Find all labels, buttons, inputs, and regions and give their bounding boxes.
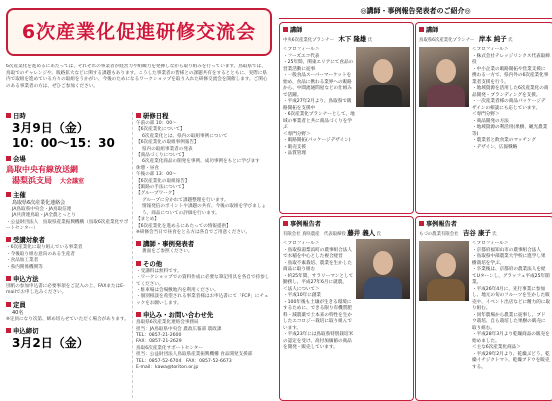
contact-line: TEL：0857-52-6704 FAX：0857-52-6673 [136, 358, 232, 364]
venue-room: 大会議室 [60, 178, 85, 185]
venue-name: 鳥取中央有線放送網 [6, 165, 78, 174]
program-column [136, 112, 270, 398]
venue-heading: 会場 [6, 155, 132, 164]
apply-heading: 申込方法 [6, 275, 132, 284]
square-bullet-icon [6, 237, 11, 242]
intro-text: 6次産業化を進めるにあたっては、それぞれの事業者が経営力や組織力を発揮しながら取り組みを行っています。鳥取県では、鳥取でのチャレンジや、販路拡大などに関する課題もあります。こうした事業者の皆様との課題共有をするとともに、実際に県内で取組を進めている方々の取組をうかがい、今後のためになるワークショップを取り入れた研修交流会を開催します。ご関心のある事業者の方は、ぜひご参加ください。 [6, 64, 268, 89]
program-line: 【6次産業化を進めるにあたっての情報提供】 [136, 223, 231, 229]
card-heading: 事例報告者 [283, 219, 321, 228]
other-line: ・個別相談を希望される事業者様はお申込書にて「FCP」にチェックをお願いします。 [136, 294, 269, 306]
square-bullet-icon [136, 113, 141, 118]
speaker-card [415, 216, 552, 401]
square-bullet-icon [6, 113, 11, 118]
program-line: 6次産業化商品の開発を事例、成功事例をもとに学びます [142, 159, 260, 165]
speaker-name: 藤井 義人 [347, 229, 376, 237]
speaker-role: もづの農業有限会社 吉谷 康子 氏 [419, 229, 497, 237]
square-bullet-icon [6, 276, 11, 281]
other-line: ・駐車場は会場敷地内を利用ください。 [136, 287, 219, 293]
date-heading: 日時 [6, 112, 132, 121]
program-heading: 研修日程 [136, 112, 270, 121]
speaker-photo [419, 47, 469, 107]
program-line: 【6次産業化の取組事例報告】 [136, 140, 199, 146]
host-heading: 主催 [6, 191, 132, 200]
speaker-photo [419, 241, 469, 301]
capacity-note: ※定員になり次第、締め切らせていただく場合があります。 [6, 316, 129, 322]
square-bullet-icon [419, 27, 424, 32]
program-line: 【商品づくりについて】 [136, 153, 187, 159]
other-heading: その他 [136, 260, 270, 269]
contact-line: FAX：0857-21-2629 [136, 339, 182, 345]
square-bullet-icon [283, 221, 288, 226]
event-time: 10：00～15：30 [12, 136, 115, 150]
square-bullet-icon [136, 241, 141, 246]
event-info-column [6, 112, 133, 398]
deadline-date: 3月2日（金） [12, 336, 89, 351]
speaker-role: 鳥取県6次産業化プランナー 岸本 純子 氏 [419, 35, 513, 43]
deadline-heading: 申込締切 [6, 327, 132, 336]
speakers-heading: 講師・事例発表者 [136, 240, 270, 249]
speaker-name: 吉谷 康子 [462, 229, 491, 237]
contact-line: 鳥取県6次産業化連絡会事務局 [136, 320, 199, 326]
support-note: ・公益財団法人 鳥取県産業振興機構（鳥取6次産業化サポートセンター） [6, 219, 129, 232]
speaker-role: 中央6次産業化プランナー 木下 隆雄 氏 [283, 35, 373, 43]
target-item: ・県内関係機関等 [6, 264, 43, 270]
square-bullet-icon [6, 192, 11, 197]
program-line: 【6次産業化の取組報告】 [136, 178, 190, 184]
speaker-role: 有限会社 真咲農産 代表取締役 藤井 義人 氏 [283, 229, 381, 237]
speaker-photo [356, 47, 410, 107]
square-bullet-icon [6, 328, 11, 333]
capacity-value: 40名 [12, 309, 24, 316]
program-line: 【6次産業化について】 [136, 127, 185, 133]
square-bullet-icon [6, 156, 11, 161]
capacity-heading: 定員 [6, 301, 132, 310]
speaker-photo [356, 239, 410, 299]
contact-heading: 申込み・お問い合わせ先 [136, 311, 270, 320]
program-line: 午後の部 13：00～ [136, 172, 177, 178]
speaker-card [279, 22, 414, 214]
program-line: 【まとめ】 [136, 217, 159, 223]
contact-line: 鳥取6次産業化サポートセンター [136, 345, 203, 351]
program-line: グループに分かれて課題整理を行います。 [142, 197, 229, 203]
card-heading: 事例報告者 [419, 219, 457, 228]
contact-email: E-mail：kawa@toriton.or.jp [136, 365, 199, 370]
program-note: ※研修会当日で昼食をとる方は各自でご用意ください。 [136, 229, 251, 235]
other-line: ・ワークショップでの資料作成に必要な筆記用具を各自で持参してください。 [136, 275, 270, 287]
contact-line: TEL：0857-21-2600 [136, 332, 182, 338]
speakers-page [279, 0, 552, 401]
speakers-title: ◎講師・事例報告発表者のご紹介◎ [279, 4, 552, 19]
speaker-card [279, 216, 414, 401]
square-bullet-icon [6, 302, 11, 307]
program-line: 県内の取組事業者の発表 [142, 146, 193, 152]
program-line: 休憩・昼食 [136, 165, 159, 171]
program-line: 6次産業化とは、県内の取組事例について [142, 133, 228, 139]
square-bullet-icon [136, 312, 141, 317]
other-line: ・受講料は無料です。 [136, 268, 182, 274]
speaker-profile: ＜プロフィール＞ ・鳥取県湯梨浜町の農事組合法人で水稲を中心とした複合経営 ・鳥取不素栽培、農業を生かした商品に取り組む ・約25年間、サラリーマンとして勤務し、平成27年6月に就農。 ＜法人について＞ ・平成10年に創業 ・100年後も土壌が生きる環境にするために、できる限り有機質肥料・減農薬で土本来の特性を生かしたエコロジー栽培に取り組んでいます。 ・平成23年には鳥取県特別栽培米の認定を受け、高付加価値の商品を開発・販売しています。 [283, 241, 354, 350]
contact-line: 担当：JA鳥取県中央会 農政広報部 農政課 [136, 326, 222, 332]
host-members-2: JA共済連鳥取・JA全農とっとり [12, 213, 76, 219]
square-bullet-icon [136, 261, 141, 266]
target-heading: 受講対象者 [6, 236, 132, 245]
target-item: ・食品加工業者 [6, 258, 39, 264]
page-title: 6次産業化促進研修交流会 [6, 8, 272, 56]
speaker-profile: ＜プロフィール＞ ・株式会社テレッジリンクス代表取締役 ・中小企業の販路開拓や営業支援に携わる一方で、県内外の6次産業化事業者支援を行う。 ・地域資源を活用した6次産業化の商品開発・ブランディングを支援。 ・一次産業者様の商品パッケージデザインの相談にも応じています。 ＜専門分野＞ ・商品開発の方法 ・地域資源の利活用(果樹、観光農業等) ・農業者と飲食業のマッチング ・デザイン、広報戦略 [472, 47, 550, 150]
host-members-1: JA鳥取県中央会・JA鳥取信連 [12, 206, 72, 212]
target-item: ・今後取り組む意向のある生産者 [6, 251, 75, 257]
apply-text: 別紙の参加申込書に必要事項をご記入の上、FAXまたはE-mailでお申し込みください。 [6, 284, 125, 296]
host-org: 鳥取県6次産業化連絡会 [12, 200, 66, 206]
speaker-profile: ＜プロフィール＞ ・フーズエコ代表 ・25年間、関東エリアにて食品の営業活動に従事 ・一般食品スーパーマーケットを始め、食品に携わる業界への販路から、中間流通問屋などの仕組みで活躍。 ・平成27年2月より、鳥取県で販路開拓を支援中 ・6次産業化プランナーとして、地域の事業者と共に商品づくりを学ぶ ＜専門分野＞ ・販路開拓(パッケージデザイン) ・販売支援 ・品質管理 [283, 47, 355, 156]
program-line: 情報発信のポイントや課題の共有、今後の取組を学びましょう。商品についての評価を行います。 [142, 204, 267, 216]
program-line: 【販路の手法について】 [136, 185, 187, 191]
event-date: 3月9日（金） [12, 121, 89, 135]
square-bullet-icon [283, 27, 288, 32]
program-line: 午前の部 10：00～ [136, 121, 177, 126]
speaker-card [415, 22, 552, 214]
contact-line: 担当：公益財団法人鳥取県産業振興機構 食品開発支援部 [136, 352, 253, 358]
target-item: ・6次産業化に取り組んでいる事業者 [6, 245, 83, 251]
square-bullet-icon [419, 221, 424, 226]
venue-hall: 湯梨浜支局 大会議室 [12, 176, 85, 185]
speaker-name: 岸本 純子 [478, 35, 507, 43]
card-heading: 講師 [283, 25, 302, 34]
program-line: 【グループワーク】 [136, 191, 177, 197]
speakers-note: 裏面をご参照ください。 [142, 249, 193, 255]
card-heading: 講師 [419, 25, 438, 34]
speaker-profile: ＜プロフィール＞ ・京都府福知山市の農事組合法人 ・鳥取県中部農業大学校に進学し果樹栽培を学ぶ。 ・卒業後は、京都府の農業法人を経てUターンし、グラッフェ平成25年開業。 ・平成26年4月に、先行事業に参加し、地元の旬のフルーツを生かした販売や、イベント出店などに精力的に取り組む。 ・同年農場から農業に従事し、ブドウ栽培、自ら栽培した果樹の販売に取り組む。 ・平成28年3月より乾燥商品の販売を始めました。 ＜主な6次産業化商品＞ ・平成29年2月より、乾燥ぶどう、乾燥イチジクトマト、乾燥ブドウを販売する。 [472, 241, 550, 370]
speaker-name: 木下 隆雄 [338, 35, 367, 43]
